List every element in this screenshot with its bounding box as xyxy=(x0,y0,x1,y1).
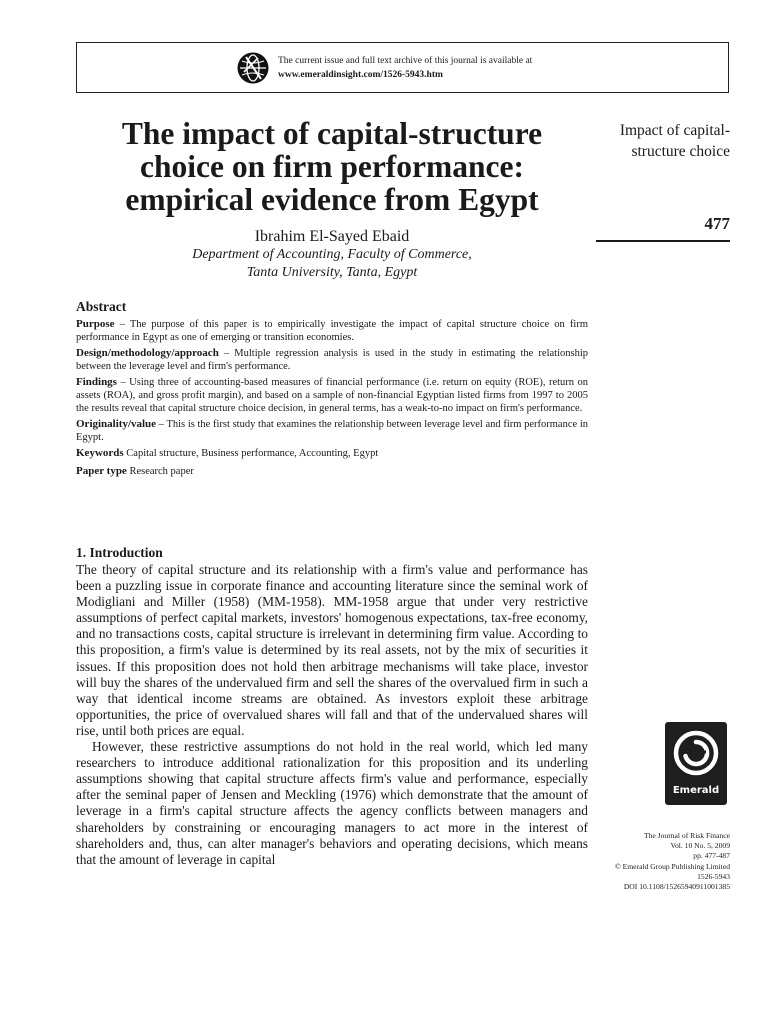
originality-text: – This is the first study that examines the relationship between leverage level and firm performance in Egypt. xyxy=(76,419,588,443)
keywords-text: Capital structure, Business performance, Accounting, Egypt xyxy=(123,448,379,459)
paper-type-text: Research paper xyxy=(126,466,194,477)
author-affiliation xyxy=(76,246,588,282)
running-head xyxy=(590,120,730,162)
journal-doi: DOI 10.1108/15265940911001385 xyxy=(623,882,730,892)
purpose-text: – The purpose of this paper is to empirically investigate the impact of capital structure choice on firm performance in Egypt as one of emerging or transition economies. xyxy=(76,319,588,343)
findings-text: – Using three of accounting-based measures of financial performance (i.e. return on equity (ROE), return on assets (ROA), and gross profit margin), and based on a sample of non-financial Egyptian listed firms from 1997 to 2005 the results reveal that capital structure choice decision, in general terms, has a weak-to-no impact on firm's performance. xyxy=(76,377,588,414)
journal-copyright: © Emerald Group Publishing Limited xyxy=(614,861,730,871)
journal-volume: Vol. 10 No. 5, 2009 xyxy=(670,841,730,851)
journal-name: The Journal of Risk Finance xyxy=(643,831,730,840)
introduction-section xyxy=(76,545,588,868)
abstract-paper-type xyxy=(76,465,588,478)
running-head-line-2: structure choice xyxy=(631,143,730,160)
purpose-label: Purpose xyxy=(76,318,115,330)
journal-availability-box xyxy=(76,42,729,93)
abstract-design xyxy=(76,347,588,373)
globe-icon xyxy=(237,52,269,84)
paper-type-label: Paper type xyxy=(76,465,127,477)
emerald-swirl-icon xyxy=(665,722,727,784)
abstract-purpose xyxy=(76,318,588,344)
abstract-keywords xyxy=(76,447,588,460)
paper-title: The impact of capital-structure choice on firm performance: empirical evidence from Egypt xyxy=(121,116,543,217)
affiliation-line-2: Tanta University, Tanta, Egypt xyxy=(246,265,418,280)
findings-label: Findings xyxy=(76,376,117,388)
introduction-paragraph-2: However, these restrictive assumptions do not hold in the real world, which led many researchers to introduce additional rationalization for this proposition and its underling assumptions showing that capital structure affects firm's value and performance, especially after the seminal paper of Jensen and Meckling (1976) which demonstrate that the amount of leverage in a firm's capital structure affects the agency conflicts between managers and shareholders by constraining or encouraging managers to act more in the interest of shareholders and, thus, can alter manager's behaviors and operating decisions, which means that the amount of leverage in capital xyxy=(76,739,588,867)
introduction-paragraph-1: The theory of capital structure and its relationship with a firm's value and performance has been a puzzling issue in corporate finance and accounting literature since the seminal work of Modigliani and Miller (1958) (MM-1958). MM-1958 argue that under very restrictive assumptions of perfect capital markets, investors' homogenous expectations, tax-free economy, and no transactions costs, capital structure is irrelevant in determining firm value. According to this proposition, a firm's value is determined by its real assets, not by the mix of securities it issues. If this proposition does not hold then arbitrage mechanisms will take place, investor will buy the shares of the undervalued firm and sell the shares of the overvalued firm in such a way that identical income streams are obtained. As investors exploit these arbitrage opportunities, the price of overvalued shares will fall and that of the undervalued shares will rise, until both prices are equal. xyxy=(76,562,588,738)
author-name: Ibrahim El-Sayed Ebaid xyxy=(254,228,410,245)
design-label: Design/methodology/approach xyxy=(76,347,219,359)
running-head-line-1: Impact of capital- xyxy=(619,122,730,139)
design-text: – Multiple regression analysis is used in the study in estimating the relationship between the leverage level and firm's performance. xyxy=(76,348,588,372)
abstract-originality xyxy=(76,418,588,444)
journal-pages: pp. 477-487 xyxy=(693,851,730,861)
journal-issn: 1526-5943 xyxy=(697,871,730,881)
introduction-heading: 1. Introduction xyxy=(76,545,163,560)
availability-notice xyxy=(278,54,532,82)
abstract-heading: Abstract xyxy=(76,299,127,314)
page-number-rule xyxy=(596,240,730,242)
originality-label: Originality/value xyxy=(76,418,157,430)
abstract-section xyxy=(76,299,588,481)
availability-text: The current issue and full text archive of this journal is available at xyxy=(278,56,533,66)
page-number: 477 xyxy=(704,214,730,233)
journal-citation-block xyxy=(590,831,730,892)
affiliation-line-1: Department of Accounting, Faculty of Commerce, xyxy=(192,247,472,262)
emerald-wordmark: Emerald xyxy=(672,785,720,796)
journal-url-link[interactable]: www.emeraldinsight.com/1526-5943.htm xyxy=(278,70,443,80)
abstract-findings xyxy=(76,376,588,415)
emerald-logo-icon xyxy=(665,722,727,805)
keywords-label: Keywords xyxy=(76,447,124,459)
